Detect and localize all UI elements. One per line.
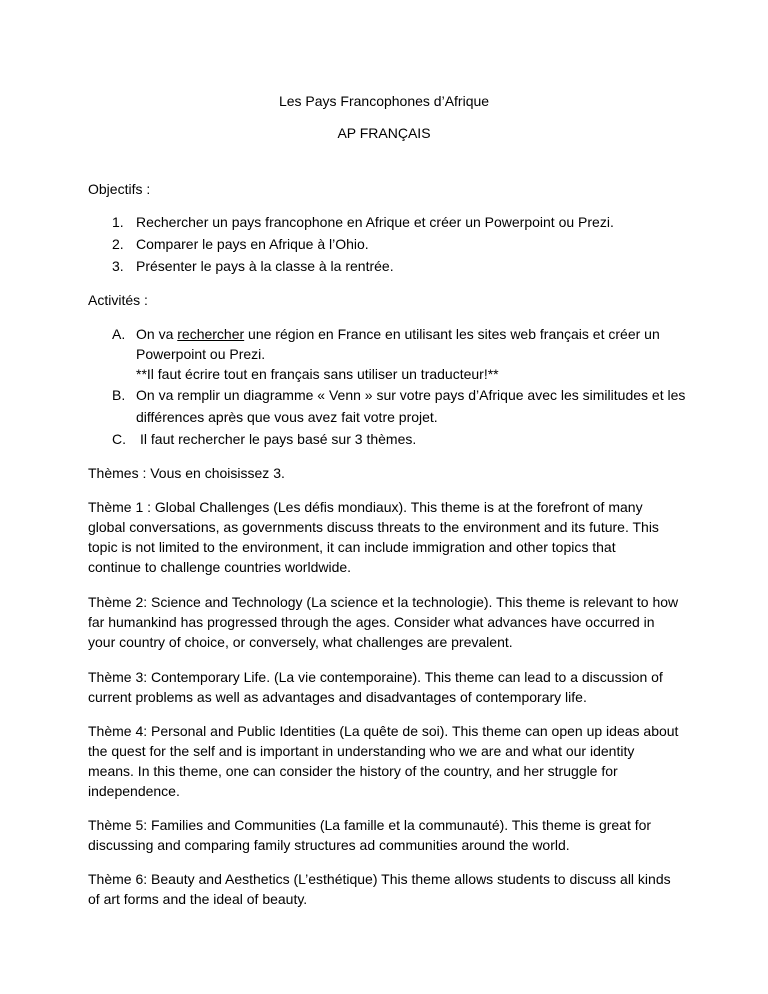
theme-line: continue to challenge countries worldwide. xyxy=(88,559,352,575)
activite-text: On va remplir un diagramme « Venn » sur votre pays d’Afrique avec les similitudes et les xyxy=(136,387,686,403)
theme-line: your country of choice, or conversely, what challenges are prevalent. xyxy=(88,634,513,650)
theme-line: Thème 3: Contemporary Life. (La vie contemporaine). This theme can lead to a discussion of xyxy=(88,669,663,685)
theme-line: Thème 4: Personal and Public Identities (La quête de soi). This theme can open up ideas about xyxy=(88,723,679,739)
activite-note: **Il faut écrire tout en français sans utiliser un traducteur!** xyxy=(136,366,499,382)
rechercher-underlined: rechercher xyxy=(177,326,245,342)
theme-line: Thème 5: Families and Communities (La famille et la communauté). This theme is great for xyxy=(88,817,652,833)
objectif-number: 1. xyxy=(112,214,124,230)
themes-intro: Thèmes : Vous en choisissez 3. xyxy=(88,465,285,481)
theme-line: means. In this theme, one can consider the history of the country, and her struggle for xyxy=(88,763,618,779)
activite-letter: C. xyxy=(112,431,126,447)
activite-text xyxy=(136,324,660,344)
theme-line: Thème 2: Science and Technology (La science et la technologie). This theme is relevant to how xyxy=(88,594,679,610)
activite-letter: B. xyxy=(112,387,126,403)
theme-line: current problems as well as advantages and disadvantages of contemporary life. xyxy=(88,689,587,705)
activite-text: Il faut rechercher le pays basé sur 3 thèmes. xyxy=(140,431,417,447)
theme-line: of art forms and the ideal of beauty. xyxy=(88,891,308,907)
theme-line: topic is not limited to the environment, it can include immigration and other topics that xyxy=(88,539,616,555)
objectif-number: 3. xyxy=(112,258,124,274)
objectif-text: Présenter le pays à la classe à la rentrée. xyxy=(136,258,394,274)
objectifs-heading: Objectifs : xyxy=(88,181,151,197)
theme-line: Thème 6: Beauty and Aesthetics (L’esthétique) This theme allows students to discuss all kinds xyxy=(88,871,671,887)
activite-a-pre: On va xyxy=(136,326,178,342)
theme-line: independence. xyxy=(88,783,180,799)
theme-line: the quest for the self and is important in understanding who we are and what our identity xyxy=(88,743,635,759)
activite-text: Powerpoint ou Prezi. xyxy=(136,346,266,362)
objectif-text: Comparer le pays en Afrique à l’Ohio. xyxy=(136,236,369,252)
objectif-text: Rechercher un pays francophone en Afrique et créer un Powerpoint ou Prezi. xyxy=(136,214,614,230)
theme-line: far humankind has progressed through the ages. Consider what advances have occurred in xyxy=(88,614,655,630)
theme-line: global conversations, as governments discuss threats to the environment and its future. This xyxy=(88,519,659,535)
theme-line: Thème 1 : Global Challenges (Les défis mondiaux). This theme is at the forefront of many xyxy=(88,499,643,515)
activite-text: différences après que vous avez fait votre projet. xyxy=(136,409,438,425)
activite-a-post: une région en France en utilisant les sites web français et créer un xyxy=(244,326,660,342)
activites-heading: Activités : xyxy=(88,292,148,308)
objectif-number: 2. xyxy=(112,236,124,252)
activite-letter: A. xyxy=(112,326,126,342)
document-subtitle: AP FRANÇAIS xyxy=(337,125,431,141)
document-title: Les Pays Francophones d’Afrique xyxy=(278,93,490,109)
theme-line: discussing and comparing family structures ad communities around the world. xyxy=(88,837,570,853)
